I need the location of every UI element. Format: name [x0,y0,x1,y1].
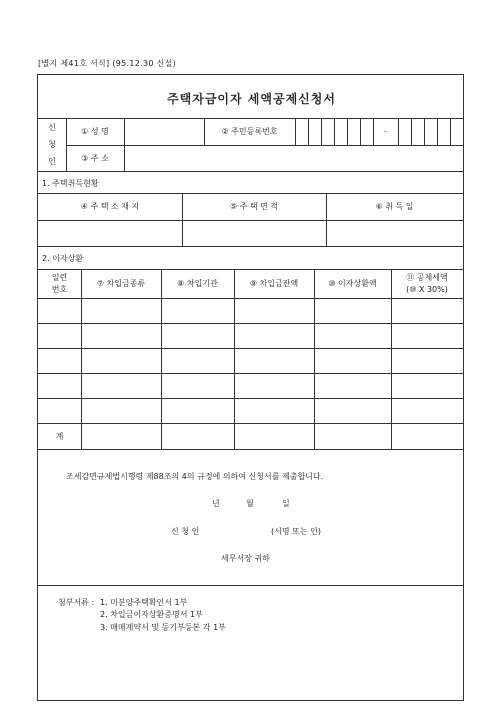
divider [38,423,463,424]
applicant-group-char: 청 [48,139,56,149]
divider [38,398,463,399]
divider [38,323,463,324]
applicant-sign-label: 신 청 인 [171,527,200,536]
divider [308,118,309,145]
housing-location-header: ④ 주 택 소 재 지 [80,202,140,211]
divider [38,246,463,247]
date-month-label: 월 [246,499,254,508]
divider [360,118,361,145]
resident-id-dash: - [384,127,387,136]
divider [295,118,296,145]
applicant-group-char: 신 [48,122,56,132]
section1-heading: 1. 주택취득현황 [42,179,99,188]
divider [321,118,322,145]
name-field[interactable] [125,119,203,144]
divider [398,118,399,145]
interest-repayment-header: ⑩ 이자상환액 [328,279,377,288]
attachment-item: 3. 매매계약서 및 등기부등본 각 1부 [100,623,226,632]
form-title: 주택자금이자 세액공제신청서 [167,92,336,106]
serial-number-header [38,269,81,298]
resident-id-label: ② 주민등록번호 [221,127,278,136]
divider [411,118,412,145]
divider [38,449,463,450]
total-label: 계 [55,431,64,441]
divider [347,118,348,145]
attachments-label: 첨부서류 : [58,598,95,607]
tax-deduction-header-line: ⑪ 공제세액 [406,272,448,282]
divider [38,373,463,374]
signature-label: (서명 또는 인) [271,527,321,536]
housing-area-header: ⑤ 주 택 면 적 [229,202,279,211]
tax-deduction-header-line: (⑩ X 30%) [406,284,448,294]
section2-heading: 2. 이자상환 [42,254,84,263]
attachment-item: 1. 미분양주택확인서 1부 [100,598,188,607]
tax-deduction-header [391,269,463,298]
serial-number-header-line: 번호 [51,284,68,294]
divider [38,171,463,172]
application-form [37,74,464,701]
declaration-statement: 조세감면규제법시행령 제88조의 4의 규정에 의하여 신청서를 제출합니다. [66,472,324,481]
divider [38,348,463,349]
address-field[interactable] [125,146,462,170]
divider [38,298,463,299]
name-label: ① 성 명 [81,127,109,136]
acquisition-date-header: ⑥ 취 득 일 [375,202,414,211]
housing-location-field[interactable] [39,221,181,245]
divider [437,118,438,145]
loan-balance-header: ⑨ 차입금잔액 [249,279,299,288]
attachment-item: 2. 차입금이자상환증명서 1부 [100,610,203,619]
divider [424,118,425,145]
applicant-group-char: 인 [48,156,56,166]
divider [334,118,335,145]
housing-area-field[interactable] [183,221,325,245]
address-label: ③ 주 소 [81,153,109,163]
divider [450,118,451,145]
lender-header: ⑧ 차입기관 [177,279,218,288]
divider [38,585,463,586]
date-day-label: 일 [282,499,290,508]
form-caption: [별지 제41호 서식] (95.12.30 신설) [38,59,177,68]
acquisition-date-field[interactable] [327,221,462,245]
loan-type-header: ⑦ 차입금종류 [96,279,146,288]
recipient-label: 세무서장 귀하 [221,554,270,563]
serial-number-header-line: 일련 [51,272,68,282]
date-year-label: 년 [212,499,220,508]
